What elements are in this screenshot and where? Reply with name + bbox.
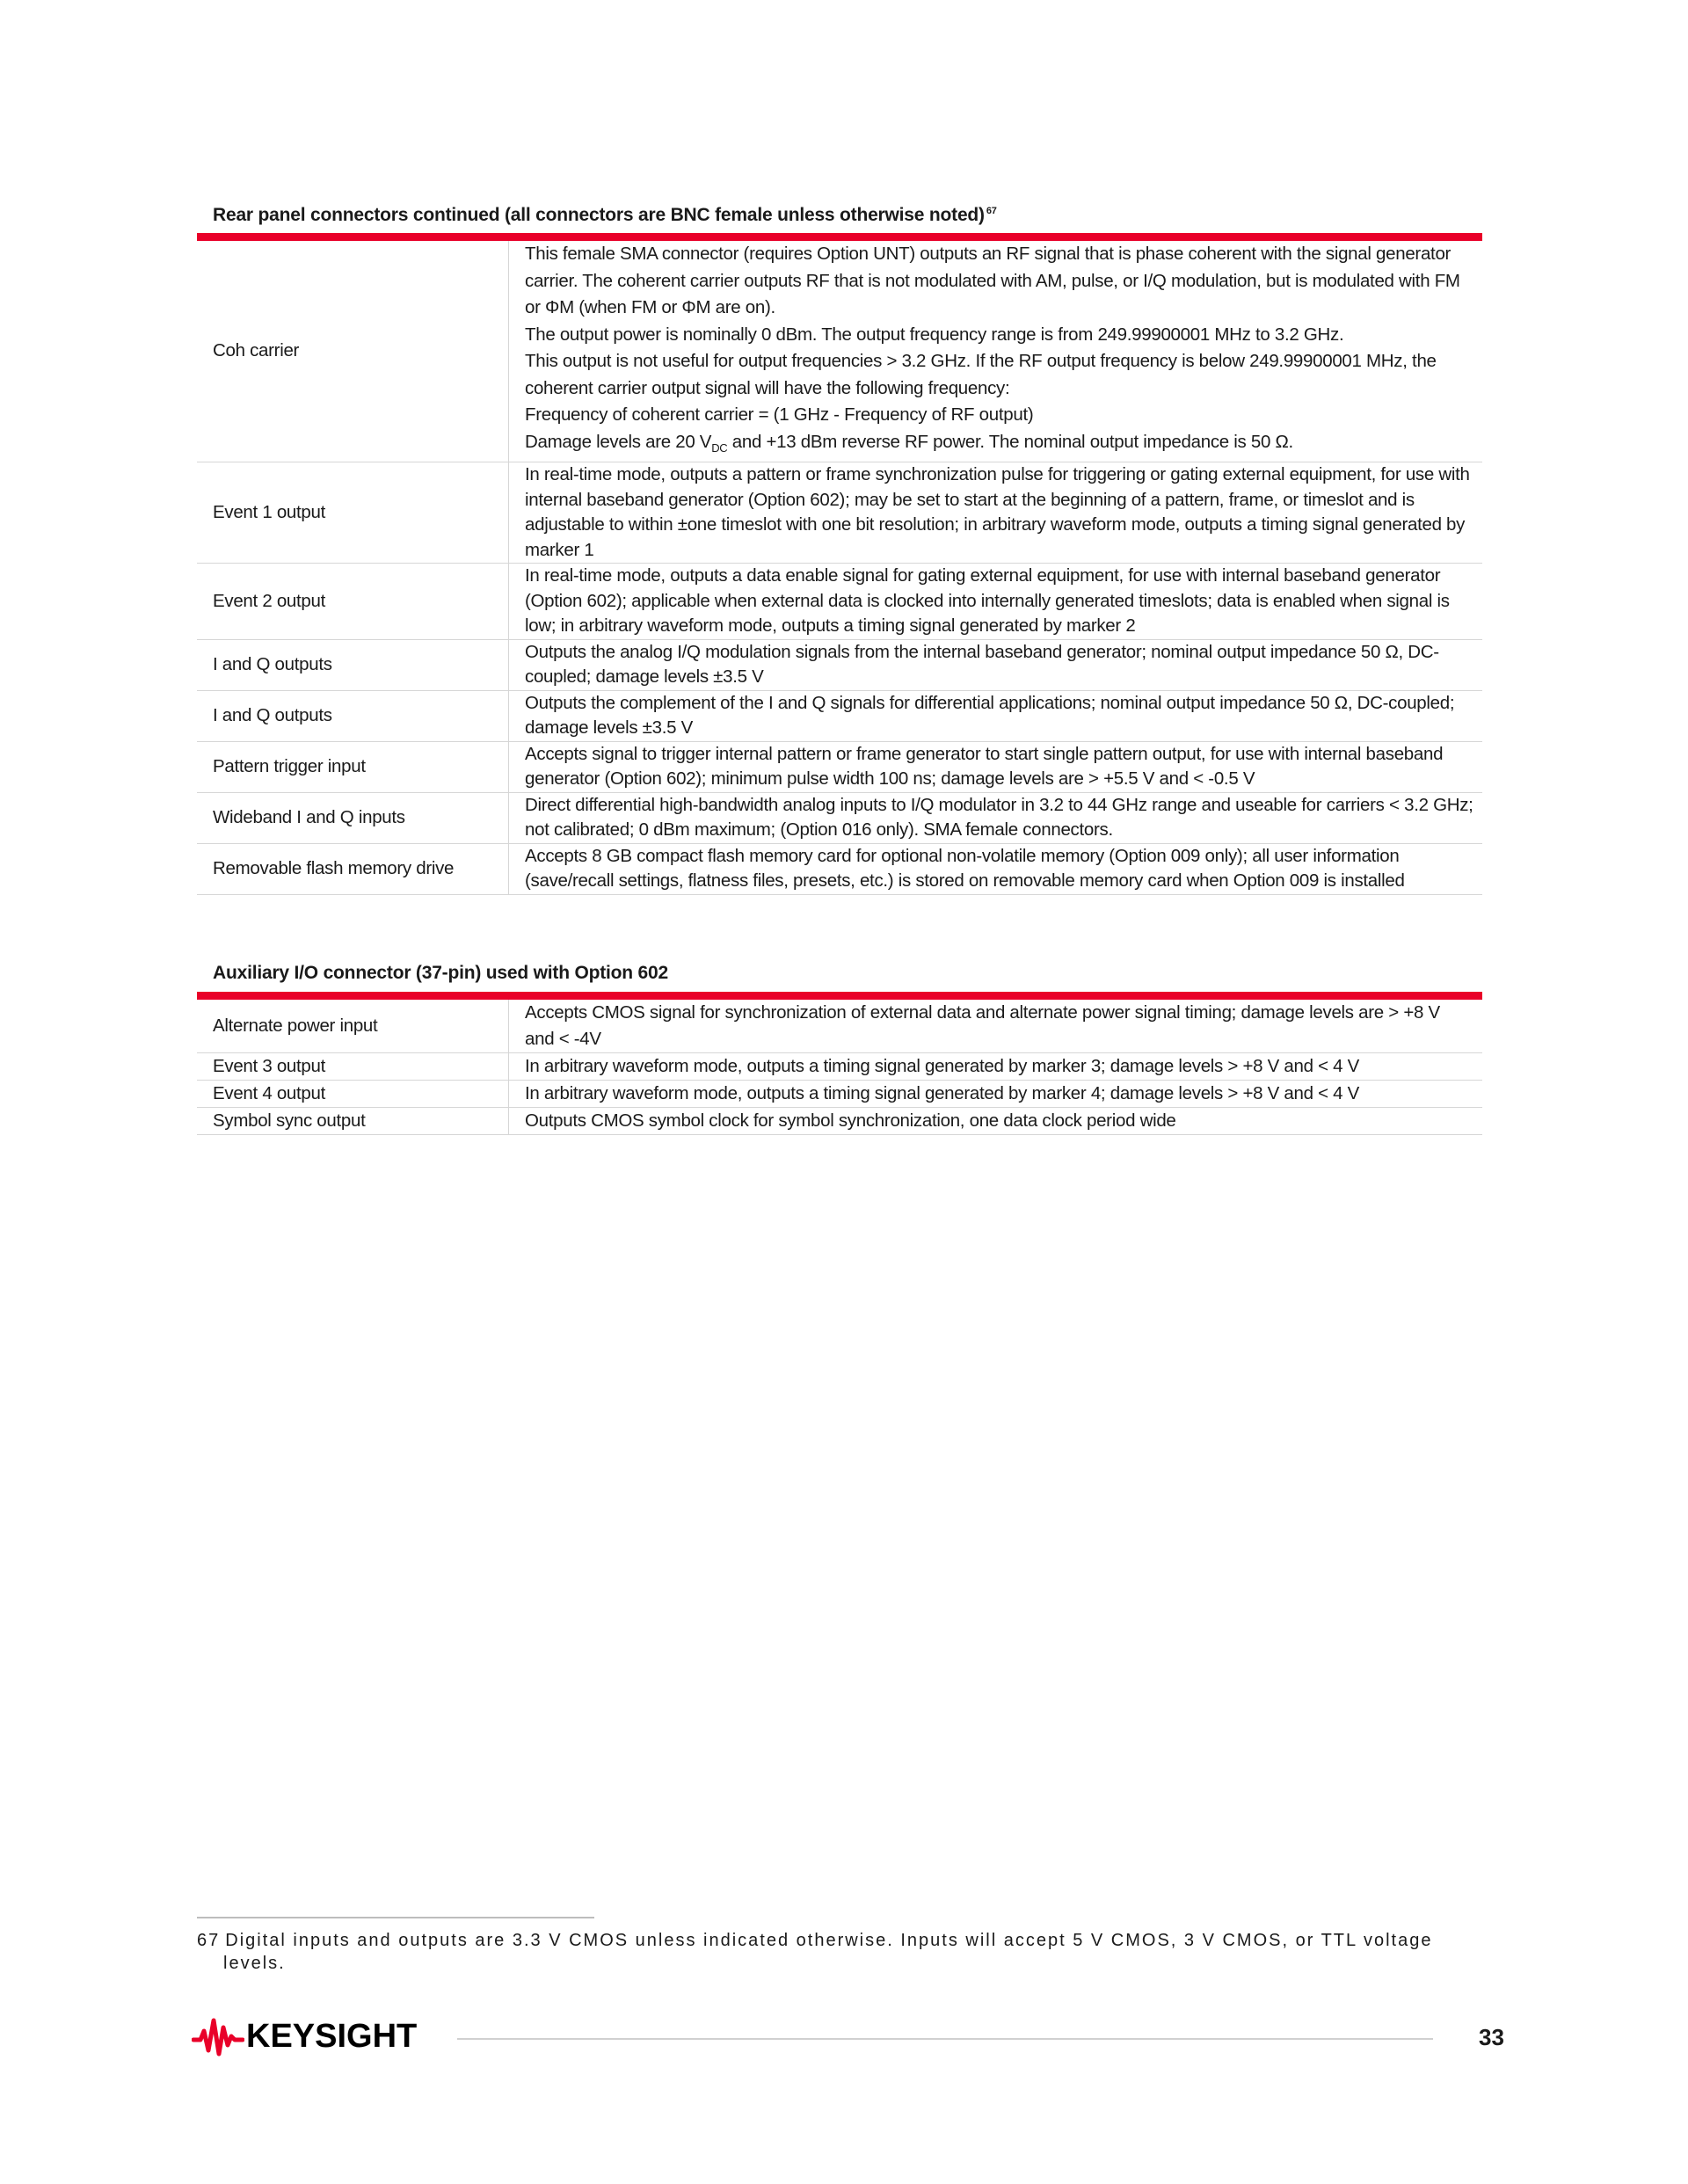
section-title-rear-panel: [213, 200, 997, 227]
desc-paragraph: This female SMA connector (requires Option UNT) outputs an RF signal that is phase coherent with the signal generator carrier. The coherent carrier outputs RF that is not modulated with AM, pulse, or I/Q modulation, but is modulated with FM or ΦM (when FM or ΦM are on).: [525, 244, 1460, 317]
table-row: [197, 1000, 1482, 1053]
section-divider-red: [197, 233, 1482, 241]
row-description: [509, 241, 1483, 462]
section-title-text: Rear panel connectors continued (all connectors are BNC female unless otherwise noted): [213, 205, 985, 225]
row-label: I and Q outputs: [197, 690, 509, 741]
table-row: [197, 741, 1482, 792]
rear-panel-table: [197, 241, 1482, 895]
keysight-logo: [192, 2015, 417, 2057]
row-description: Accepts CMOS signal for synchronization of external data and alternate power signal timing; damage levels are > +8 V and < -4V: [509, 1000, 1483, 1053]
table-row: [197, 1053, 1482, 1081]
subscript-text: DC: [711, 440, 728, 455]
desc-paragraph: [525, 429, 1473, 462]
row-description: Accepts 8 GB compact flash memory card for optional non-volatile memory (Option 009 only); all user information (save/recall settings, flatness files, presets, etc.) is stored on removable memory card when Option 009 is installed: [509, 843, 1483, 894]
desc-paragraph: The output power is nominally 0 dBm. The output frequency range is from 249.99900001 MHz to 3.2 GHz.: [525, 324, 1344, 345]
footnote-continuation: levels.: [223, 1954, 286, 1973]
logo-text: KEYSIGHT: [246, 2017, 418, 2055]
table-row: [197, 843, 1482, 894]
table-row: [197, 639, 1482, 690]
desc-paragraph: Frequency of coherent carrier = (1 GHz - Frequency of RF output): [525, 404, 1034, 425]
footnote-divider: [197, 1917, 594, 1918]
footer-divider: [457, 2038, 1433, 2040]
row-label: Pattern trigger input: [197, 741, 509, 792]
row-description: In arbitrary waveform mode, outputs a timing signal generated by marker 3; damage levels > +8 V and < 4 V: [509, 1053, 1483, 1081]
row-label: Event 4 output: [197, 1081, 509, 1108]
row-label: Coh carrier: [197, 241, 509, 462]
row-description: In arbitrary waveform mode, outputs a timing signal generated by marker 4; damage levels > +8 V and < 4 V: [509, 1081, 1483, 1108]
row-description: In real-time mode, outputs a data enable signal for gating external equipment, for use with internal baseband generator (Option 602); applicable when external data is clocked into internally generated timeslots; data is enabled when signal is low; in arbitrary waveform mode, outputs a timing signal generated by marker 2: [509, 564, 1483, 640]
row-label: Event 2 output: [197, 564, 509, 640]
row-label: Wideband I and Q inputs: [197, 792, 509, 843]
desc-paragraph: This output is not useful for output frequencies > 3.2 GHz. If the RF output frequency is below 249.99900001 MHz, the coherent carrier output signal will have the following frequency:: [525, 351, 1437, 398]
section-divider-red: [197, 992, 1482, 1000]
auxiliary-io-table: [197, 1000, 1482, 1135]
desc-text: and +13 dBm reverse RF power. The nominal output impedance is 50 Ω.: [727, 431, 1293, 452]
row-description: Outputs CMOS symbol clock for symbol synchronization, one data clock period wide: [509, 1108, 1483, 1135]
table-row: [197, 1081, 1482, 1108]
desc-text: Damage levels are 20 V: [525, 431, 712, 452]
page-number: 33: [1479, 2024, 1504, 2050]
row-description: Outputs the complement of the I and Q signals for differential applications; nominal output impedance 50 Ω, DC-coupled; damage levels ±3.5 V: [509, 690, 1483, 741]
footnote-line: [197, 1929, 1489, 1952]
table-row: [197, 564, 1482, 640]
row-label: Removable flash memory drive: [197, 843, 509, 894]
table-row: [197, 690, 1482, 741]
row-label: Event 3 output: [197, 1053, 509, 1081]
footnote-text: Digital inputs and outputs are 3.3 V CMOS unless indicated otherwise. Inputs will accept 5 V CMOS, 3 V CMOS, or TTL voltage: [225, 1931, 1433, 1950]
row-label: Symbol sync output: [197, 1108, 509, 1135]
section-title-auxiliary-io: [213, 962, 668, 985]
section-title-text: Auxiliary I/O connector (37-pin) used with Option 602: [213, 963, 668, 983]
table-row: [197, 462, 1482, 564]
row-description: In real-time mode, outputs a pattern or frame synchronization pulse for triggering or gating external equipment, for use with internal baseband generator (Option 602); may be set to start at the beginning of a pattern, frame, or timeslot and is adjustable to within ±one timeslot with one bit resolution; in arbitrary waveform mode, outputs a timing signal generated by marker 1: [509, 462, 1483, 564]
row-description: Accepts signal to trigger internal pattern or frame generator to start single pattern output, for use with internal baseband generator (Option 602); minimum pulse width 100 ns; damage levels are > +5.5 V and < -0.5 V: [509, 741, 1483, 792]
table-row: [197, 241, 1482, 462]
table-row: [197, 1108, 1482, 1135]
footnote-reference: 67: [986, 206, 997, 216]
row-description: Outputs the analog I/Q modulation signals from the internal baseband generator; nominal output impedance 50 Ω, DC-coupled; damage levels ±3.5 V: [509, 639, 1483, 690]
row-label: I and Q outputs: [197, 639, 509, 690]
keysight-wave-icon: [192, 2015, 244, 2057]
row-description: Direct differential high-bandwidth analog inputs to I/Q modulator in 3.2 to 44 GHz range and useable for carriers < 3.2 GHz; not calibrated; 0 dBm maximum; (Option 016 only). SMA female connectors.: [509, 792, 1483, 843]
row-label: Event 1 output: [197, 462, 509, 564]
table-row: [197, 792, 1482, 843]
footnote-number: 67: [197, 1931, 221, 1950]
row-label: Alternate power input: [197, 1000, 509, 1053]
footnote: [197, 1929, 1489, 1975]
